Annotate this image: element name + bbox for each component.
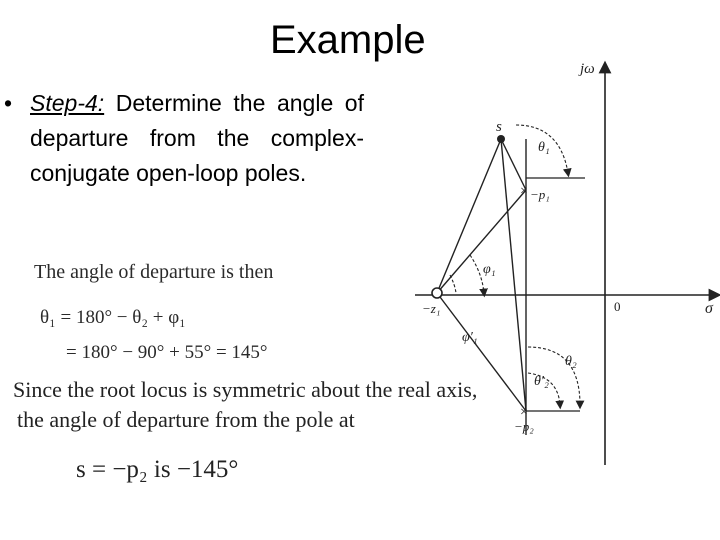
s-label: s bbox=[496, 119, 502, 135]
theta2-prime-label: θ′₂ bbox=[534, 374, 549, 389]
pole-p2-marker: × bbox=[520, 405, 528, 420]
line-z1-to-p2 bbox=[437, 293, 526, 411]
symmetry-text-line-1: Since the root locus is symmetric about the real axis, bbox=[13, 377, 478, 402]
phi1-arc bbox=[470, 255, 484, 293]
theta-equation-line-1: θ₁ = 180° − θ₂ + φ₁ bbox=[40, 307, 186, 328]
slide-title: Example bbox=[270, 18, 426, 62]
real-axis-label: σ bbox=[705, 300, 713, 317]
zero-z1-marker bbox=[432, 288, 442, 298]
theta1-label: θ₁ bbox=[538, 140, 550, 155]
phi1-prime-arc bbox=[450, 275, 456, 293]
root-locus-diagram bbox=[410, 55, 720, 475]
departure-intro: The angle of departure is then bbox=[34, 261, 274, 283]
bullet-body bbox=[30, 86, 364, 191]
pole-p1-marker: × bbox=[520, 184, 528, 199]
bullet-marker: • bbox=[4, 90, 13, 116]
origin-label: 0 bbox=[614, 299, 621, 314]
bullet-text: Determine the angle of departure from the complex-conjugate open-loop poles. bbox=[30, 90, 364, 186]
line-s-to-p2 bbox=[501, 139, 526, 411]
bullet-point bbox=[4, 86, 364, 191]
symmetry-text-line-2: the angle of departure from the pole at bbox=[17, 407, 355, 432]
z1-label: −z₁ bbox=[422, 301, 441, 316]
line-z1-to-p1 bbox=[437, 190, 526, 293]
final-departure-equation: s = −p₂ is −145° bbox=[76, 456, 239, 483]
p2-label: −p₂ bbox=[514, 419, 534, 434]
imaginary-axis-label: jω bbox=[580, 61, 595, 77]
point-s-marker bbox=[497, 135, 505, 143]
phi1-prime-label: φ′₁ bbox=[462, 330, 478, 345]
theta-equation-line-2: = 180° − 90° + 55° = 145° bbox=[66, 342, 268, 363]
phi1-label: φ₁ bbox=[483, 262, 496, 277]
theta2-label: θ₂ bbox=[565, 354, 577, 369]
step-label: Step-4: bbox=[30, 90, 105, 116]
p1-label: −p₁ bbox=[530, 187, 550, 202]
